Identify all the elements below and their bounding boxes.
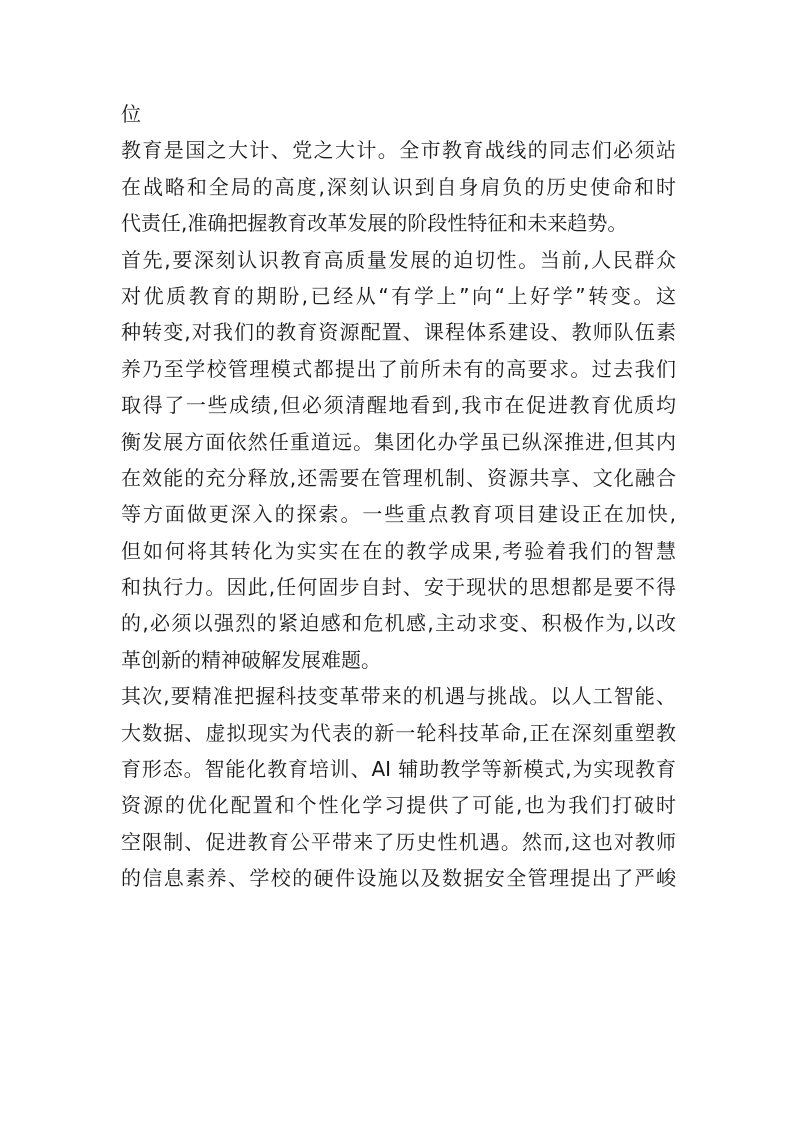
paragraph-line: 的,必须以强烈的紧迫感和危机感,主动求变、积极作为,以改 [121,611,676,636]
paragraph-1 [121,132,676,241]
paragraph-line: 大数据、虚拟现实为代表的新一轮科技革命,正在深刻重塑教 [121,720,676,745]
paragraph-3 [121,678,676,896]
paragraph-line: 等方面做更深入的探索。一些重点教育项目建设正在加快, [121,502,676,527]
paragraph-line: 养乃至学校管理模式都提出了前所未有的高要求。过去我们 [121,356,676,381]
paragraph-line: 教育是国之大计、党之大计。全市教育战线的同志们必须站 [121,138,676,163]
paragraph-line: 革创新的精神破解发展难题。 [121,647,381,672]
paragraph-line: 在战略和全局的高度,深刻认识到自身肩负的历史使命和时 [121,174,676,199]
paragraph-line: 取得了一些成绩,但必须清醒地看到,我市在促进教育优质均 [121,393,676,418]
paragraph-line: 的信息素养、学校的硬件设施以及数据安全管理提出了严峻 [121,866,676,891]
paragraph-line: 种转变,对我们的教育资源配置、课程体系建设、教师队伍素 [121,320,676,345]
paragraph-line: 和执行力。因此,任何固步自封、安于现状的思想都是要不得 [121,575,676,600]
paragraph-line: 衡发展方面依然任重道远。集团化办学虽已纵深推进,但其内 [121,429,676,454]
paragraph-line: 在效能的充分释放,还需要在管理机制、资源共享、文化融合 [121,465,676,490]
paragraph-line: 代责任,准确把握教育改革发展的阶段性特征和未来趋势。 [121,211,628,236]
paragraph-line: 首先,要深刻认识教育高质量发展的迫切性。当前,人民群众 [121,247,676,272]
paragraph-line: 其次,要精准把握科技变革带来的机遇与挑战。以人工智能、 [121,684,676,709]
paragraph-2 [121,242,676,679]
paragraph-line: 对优质教育的期盼,已经从“有学上”向“上好学”转变。这 [121,283,676,308]
paragraph-line: 空限制、促进教育公平带来了历史性机遇。然而,这也对教师 [121,829,676,854]
paragraph-line: 资源的优化配置和个性化学习提供了可能,也为我们打破时 [121,793,676,818]
paragraph-line: 育形态。智能化教育培训、AI 辅助教学等新模式,为实现教育 [121,757,676,782]
document-body [121,96,676,897]
heading-fragment: 位 [121,102,141,126]
paragraph-line: 但如何将其转化为实实在在的教学成果,考验着我们的智慧 [121,538,676,563]
